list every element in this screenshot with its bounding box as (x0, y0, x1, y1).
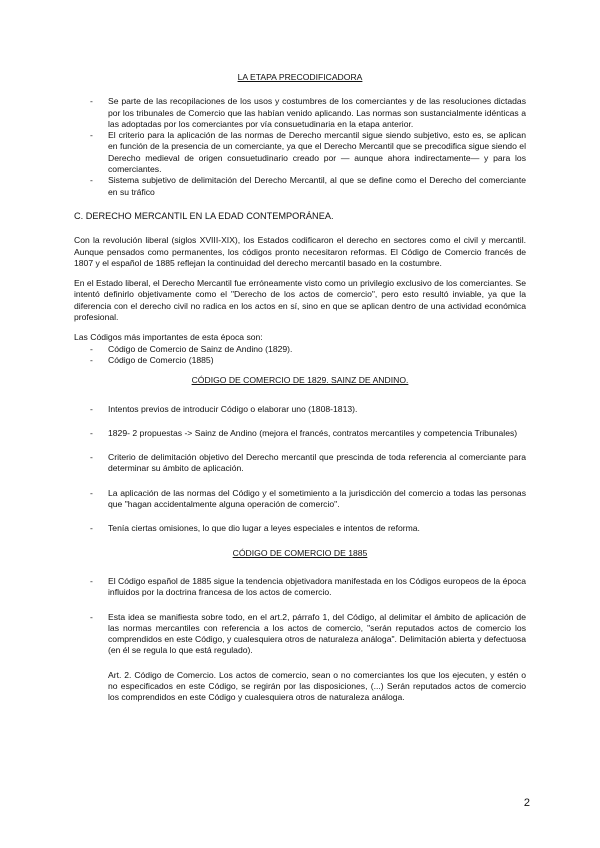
bullet-dash: - (90, 175, 93, 186)
spacer (74, 198, 526, 211)
list-item-text: Sistema subjetivo de delimitación del Derecho Mercantil, al que se define como el Derecho del comerciante en su tráfico (108, 175, 526, 197)
list-item (74, 428, 526, 439)
bullet-dash: - (90, 452, 93, 463)
subsection-heading: CÓDIGO DE COMERCIO DE 1829. SAINZ DE ANDINO. (191, 375, 409, 386)
spacer (74, 269, 526, 278)
list-item (74, 344, 526, 355)
bullet-dash: - (90, 343, 93, 354)
list-item-text: Intentos previos de introducir Código o elaborar uno (1808-1813). (108, 403, 358, 414)
list-item-text: Código de Comercio de Sainz de Andino (1829). (108, 343, 293, 354)
list-item-text: Criterio de delimitación objetivo del Derecho mercantil que prescinda de toda referencia al comerciante para determinar su ámbito de aplicación. (108, 452, 526, 474)
list-item (74, 523, 526, 534)
list-item (74, 130, 526, 175)
spacer (74, 83, 526, 96)
codes-list (74, 344, 526, 367)
spacer (74, 387, 526, 404)
spacer (74, 366, 526, 375)
bullet-dash: - (90, 427, 93, 438)
list-item (74, 452, 526, 475)
list-item-text: Se parte de las recopilaciones de los usos y costumbres de los comerciantes y de las resoluciones dictadas por los tribunales de Comercio que las habían venido aplicando. Las normas son sustancialmente idénticas a las adoptadas por los comerciantes por vía consuetudinaria en la etapa anterior. (108, 96, 526, 129)
spacer (74, 222, 526, 235)
bullet-dash: - (90, 575, 93, 586)
list-item-text: Código de Comercio (1885) (108, 354, 214, 365)
list-item (74, 576, 526, 599)
list-item (74, 355, 526, 366)
page-title: LA ETAPA PRECODIFICADORA (237, 72, 363, 82)
document-page (74, 72, 526, 704)
spacer (74, 535, 526, 548)
list-item-text: El criterio para la aplicación de las normas de Derecho mercantil sigue siendo subjetivo, esto es, se aplican en función de la presencia de un comerciante, ya que el Derecho Mercantil que se precodifica sigue siendo el Derecho medieval de origen consuetudinario creado por — aunque ahora indirectamente— y para los comerciantes. (108, 130, 526, 175)
bullet-dash: - (90, 611, 93, 622)
section-heading: C. DERECHO MERCANTIL EN LA EDAD CONTEMPORÁNEA. (74, 210, 334, 221)
code-1829-list (74, 404, 526, 535)
list-item (74, 404, 526, 415)
paragraph: En el Estado liberal, el Derecho Mercantil fue erróneamente visto como un privilegio exclusivo de los comerciantes. Se intentó definirlo objetivamente como el "Derecho de los actos de comercio", pero esto resultó inviable, ya que la diferencia con el derecho civil no radica en los actos en sí, sino en que se aplican dentro de una actividad económica profesional. (74, 278, 526, 323)
code-1885-list (74, 576, 526, 657)
page-number: 2 (523, 797, 530, 809)
list-item-text: Esta idea se manifiesta sobre todo, en el art.2, párrafo 1, del Código, al delimitar el ámbito de aplicación de las normas mercantiles con referencia a los actos de comercio, "serán reputados actos de comercio los comprendidos en este Código, y cualesquiera otros de naturaleza análoga". Delimitación abierta y defectuosa (en él se regula lo que está regulado). (108, 611, 526, 656)
list-item (74, 175, 526, 198)
list-item (74, 488, 526, 511)
list-item-text: El Código español de 1885 sigue la tendencia objetivadora manifestada en los Códigos europeos de la época influidos por la doctrina francesa de los actos de comercio. (108, 575, 526, 598)
list-item (74, 612, 526, 657)
list-item-text: 1829- 2 propuestas -> Sainz de Andino (mejora el francés, contratos mercantiles y competencia Tribunales) (108, 427, 518, 438)
list-item (74, 96, 526, 130)
bullet-dash: - (90, 354, 93, 365)
bullet-dash: - (90, 487, 93, 498)
list-item-text: La aplicación de las normas del Código y el sometimiento a la jurisdicción del comercio a todas las personas que "hagan accidentalmente alguna operación de comercio". (108, 487, 526, 510)
intro-bullet-list (74, 96, 526, 198)
bullet-dash: - (90, 96, 93, 107)
subsection-heading: CÓDIGO DE COMERCIO DE 1885 (232, 547, 368, 558)
paragraph: Las Códigos más importantes de esta época son: (74, 332, 263, 343)
bullet-dash: - (90, 523, 93, 534)
bullet-dash: - (90, 403, 93, 414)
paragraph: Con la revolución liberal (siglos XVIII-XIX), los Estados codificaron el derecho en sectores como el civil y mercantil. Aunque pensados como permanentes, los códigos pronto necesitaron reformas. El Código de Comercio francés de 1807 y el español de 1885 reflejan la continuidad del derecho mercantil basado en la costumbre. (74, 235, 526, 268)
bullet-dash: - (90, 130, 93, 141)
spacer (74, 559, 526, 576)
article-quote: Art. 2. Código de Comercio. Los actos de comercio, sean o no comerciantes los que los ejecuten, y estén o no especificados en este Código, se regirán por las disposiciones, (...) Serán reputados actos de comercio los comprendidos en este Código y cualesquiera otros de naturaleza análoga. (108, 669, 526, 703)
spacer (74, 323, 526, 332)
list-item-text: Tenía ciertas omisiones, lo que dio lugar a leyes especiales e intentos de reforma. (108, 523, 420, 534)
